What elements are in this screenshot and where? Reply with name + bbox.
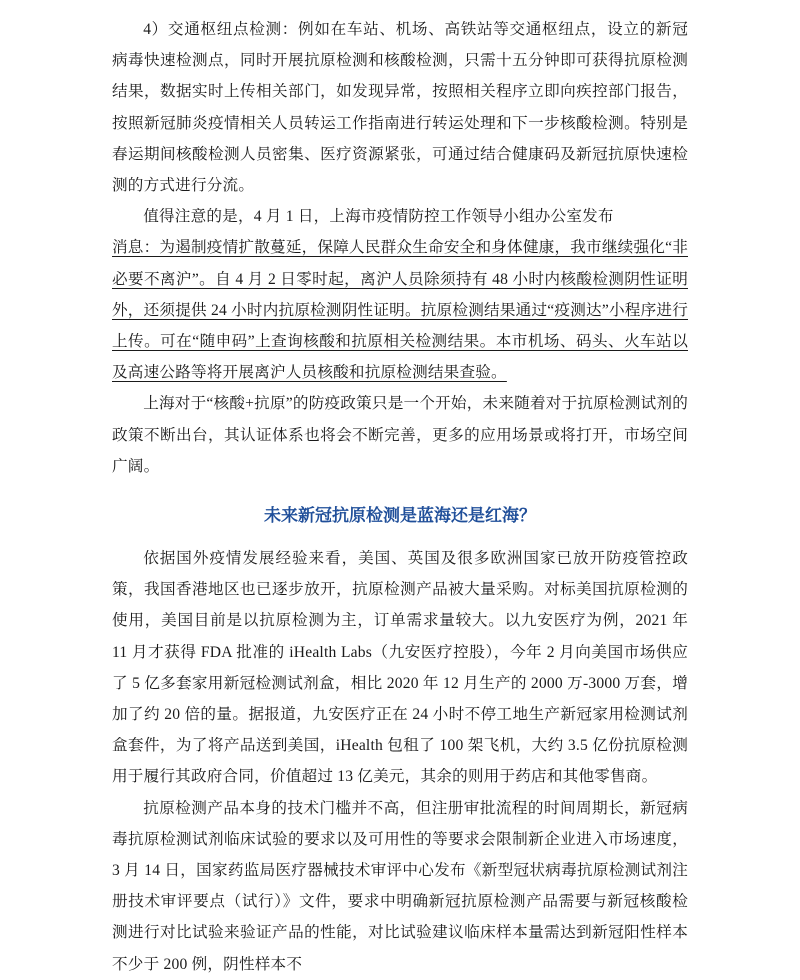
paragraph-shanghai-notice-lead: 值得注意的是，4 月 1 日，上海市疫情防控工作领导小组办公室发布 [143, 208, 614, 226]
paragraph-transport-hub-detection: 4）交通枢纽点检测：例如在车站、机场、高铁站等交通枢纽点，设立的新冠病毒快速检测点，同时开展抗原检测和核酸检测，只需十五分钟即可获得抗原检测结果，数据实时上传相关部门，如发现异常，按照相关程序立即向疾控部门报告，按照新冠肺炎疫情相关人员转运工作指南进行转运处理和下一步核酸检测。特别是春运期间核酸检测人员密集、医疗资源紧张，可通过结合健康码及新冠抗原快速检测的方式进行分流。 [112, 21, 688, 195]
paragraph-shanghai-policy-outlook: 上海对于“核酸+抗原”的防疫政策只是一个开始，未来随着对于抗原检测试剂的政策不断出台，其认证体系也将会不断完善，更多的应用场景或将打开，市场空间广阔。 [112, 395, 688, 475]
paragraph-overseas-experience-ihealth: 依据国外疫情发展经验来看，美国、英国及很多欧洲国家已放开防疫管控政策，我国香港地区也已逐步放开，抗原检测产品被大量采购。对标美国抗原检测的使用，美国目前是以抗原检测为主，订单需求量较大。以九安医疗为例，2021 年 11 月才获得 FDA 批准的 iHealth Labs（九安医疗控股），今年 2 月向美国市场供应了 5 亿多套家用新冠检测试剂盒，相比 2020 年 12 月生产的 2000 万-3000 万套，增加了约 20 倍的量。据报道，九安医疗正在 24 小时不停工地生产新冠家用检测试剂盒套件，为了将产品送到美国，iHealth 包租了 100 架飞机，大约 3.5 亿份抗原检测用于履行其政府合同，价值超过 13 亿美元，其余的则用于药店和其他零售商。 [112, 550, 688, 786]
paragraph-registration-approval-threshold: 抗原检测产品本身的技术门槛并不高，但注册审批流程的时间周期长，新冠病毒抗原检测试剂临床试验的要求以及可用性的等要求会限制新企业进入市场速度，3 月 14 日，国家药监局医疗器械技术审评中心发布《新型冠状病毒抗原检测试剂注册技术审评要点（试行）》文件，要求中明确新冠抗原检测产品需要与新冠核酸检测进行对比试验来验证产品的性能，对比试验建议临床样本量需达到新冠阳性样本不少于 200 例，阴性样本不 [112, 799, 688, 973]
section-heading-blue-ocean-red-ocean: 未来新冠抗原检测是蓝海还是红海？ [264, 506, 536, 526]
paragraph-shanghai-notice-underlined: 消息：为遏制疫情扩散蔓延，保障人民群众生命安全和身体健康，我市继续强化“非必要不离沪”。自 4 月 2 日零时起，离沪人员除须持有 48 小时内核酸检测阴性证明外，还须提供 24 小时内抗原检测阴性证明。抗原检测结果通过“疫测达”小程序进行上传。可在“随申码”上查询核酸和抗原相关检测结果。本市机场、码头、火车站以及高速公路等将开展离沪人员核酸和抗原检测结果查验。 [112, 239, 688, 382]
